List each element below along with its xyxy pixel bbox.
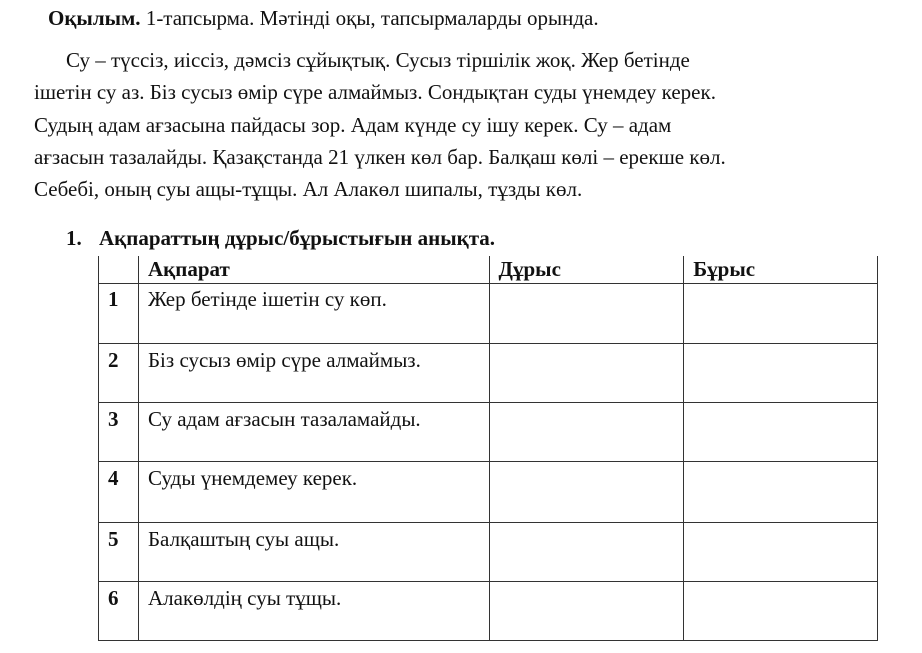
text-line: Су – түссіз, иіссіз, дәмсіз сұйықтық. Сусыз тіршілік жоқ. Жер бетінде bbox=[66, 48, 690, 72]
section-heading bbox=[48, 4, 599, 32]
false-cell[interactable] bbox=[684, 344, 878, 403]
row-statement: Жер бетінде ішетін су көп. bbox=[139, 284, 490, 344]
false-cell[interactable] bbox=[684, 403, 878, 462]
table-row bbox=[99, 284, 878, 344]
table-row bbox=[99, 403, 878, 462]
row-statement: Су адам ағзасын тазаламайды. bbox=[139, 403, 490, 462]
row-statement: Балқаштың суы ащы. bbox=[139, 523, 490, 582]
question-number: 1. bbox=[66, 226, 82, 250]
row-statement: Алакөлдің суы тұщы. bbox=[139, 582, 490, 641]
header-false: Бұрыс bbox=[684, 256, 878, 284]
header-true: Дұрыс bbox=[489, 256, 684, 284]
false-cell[interactable] bbox=[684, 523, 878, 582]
row-number: 6 bbox=[99, 582, 139, 641]
row-number: 1 bbox=[99, 284, 139, 344]
row-number: 3 bbox=[99, 403, 139, 462]
row-number: 5 bbox=[99, 523, 139, 582]
false-cell[interactable] bbox=[684, 284, 878, 344]
true-false-table bbox=[98, 256, 878, 641]
row-number: 2 bbox=[99, 344, 139, 403]
text-line: ағзасын тазалайды. Қазақстанда 21 үлкен көл бар. Балқаш көлі – ерекше көл. bbox=[34, 144, 726, 169]
table-row bbox=[99, 523, 878, 582]
section-title: Оқылым. bbox=[48, 6, 141, 30]
row-statement: Суды үнемдемеу керек. bbox=[139, 462, 490, 523]
text-line: Себебі, оның суы ащы-тұщы. Ал Алакөл шипалы, тұзды көл. bbox=[34, 177, 583, 202]
task-instruction: 1-тапсырма. Мәтінді оқы, тапсырмаларды орында. bbox=[145, 6, 599, 30]
header-info: Ақпарат bbox=[139, 256, 490, 284]
false-cell[interactable] bbox=[684, 462, 878, 523]
true-cell[interactable] bbox=[489, 523, 684, 582]
table-header-row bbox=[99, 256, 878, 284]
false-cell[interactable] bbox=[684, 582, 878, 641]
true-cell[interactable] bbox=[489, 582, 684, 641]
true-cell[interactable] bbox=[489, 344, 684, 403]
true-cell[interactable] bbox=[489, 403, 684, 462]
table-row bbox=[99, 462, 878, 523]
question-text: Ақпараттың дұрыс/бұрыстығын анықта. bbox=[99, 226, 496, 250]
text-line: ішетін су аз. Біз сусыз өмір сүре алмаймыз. Сондықтан суды үнемдеу керек. bbox=[34, 80, 716, 105]
question-heading bbox=[66, 224, 495, 252]
table-row bbox=[99, 582, 878, 641]
header-number bbox=[99, 256, 139, 284]
table-row bbox=[99, 344, 878, 403]
reading-text bbox=[34, 44, 904, 205]
row-statement: Біз сусыз өмір сүре алмаймыз. bbox=[139, 344, 490, 403]
text-line: Судың адам ағзасына пайдасы зор. Адам күнде су ішу керек. Су – адам bbox=[34, 112, 672, 137]
row-number: 4 bbox=[99, 462, 139, 523]
true-cell[interactable] bbox=[489, 284, 684, 344]
true-cell[interactable] bbox=[489, 462, 684, 523]
